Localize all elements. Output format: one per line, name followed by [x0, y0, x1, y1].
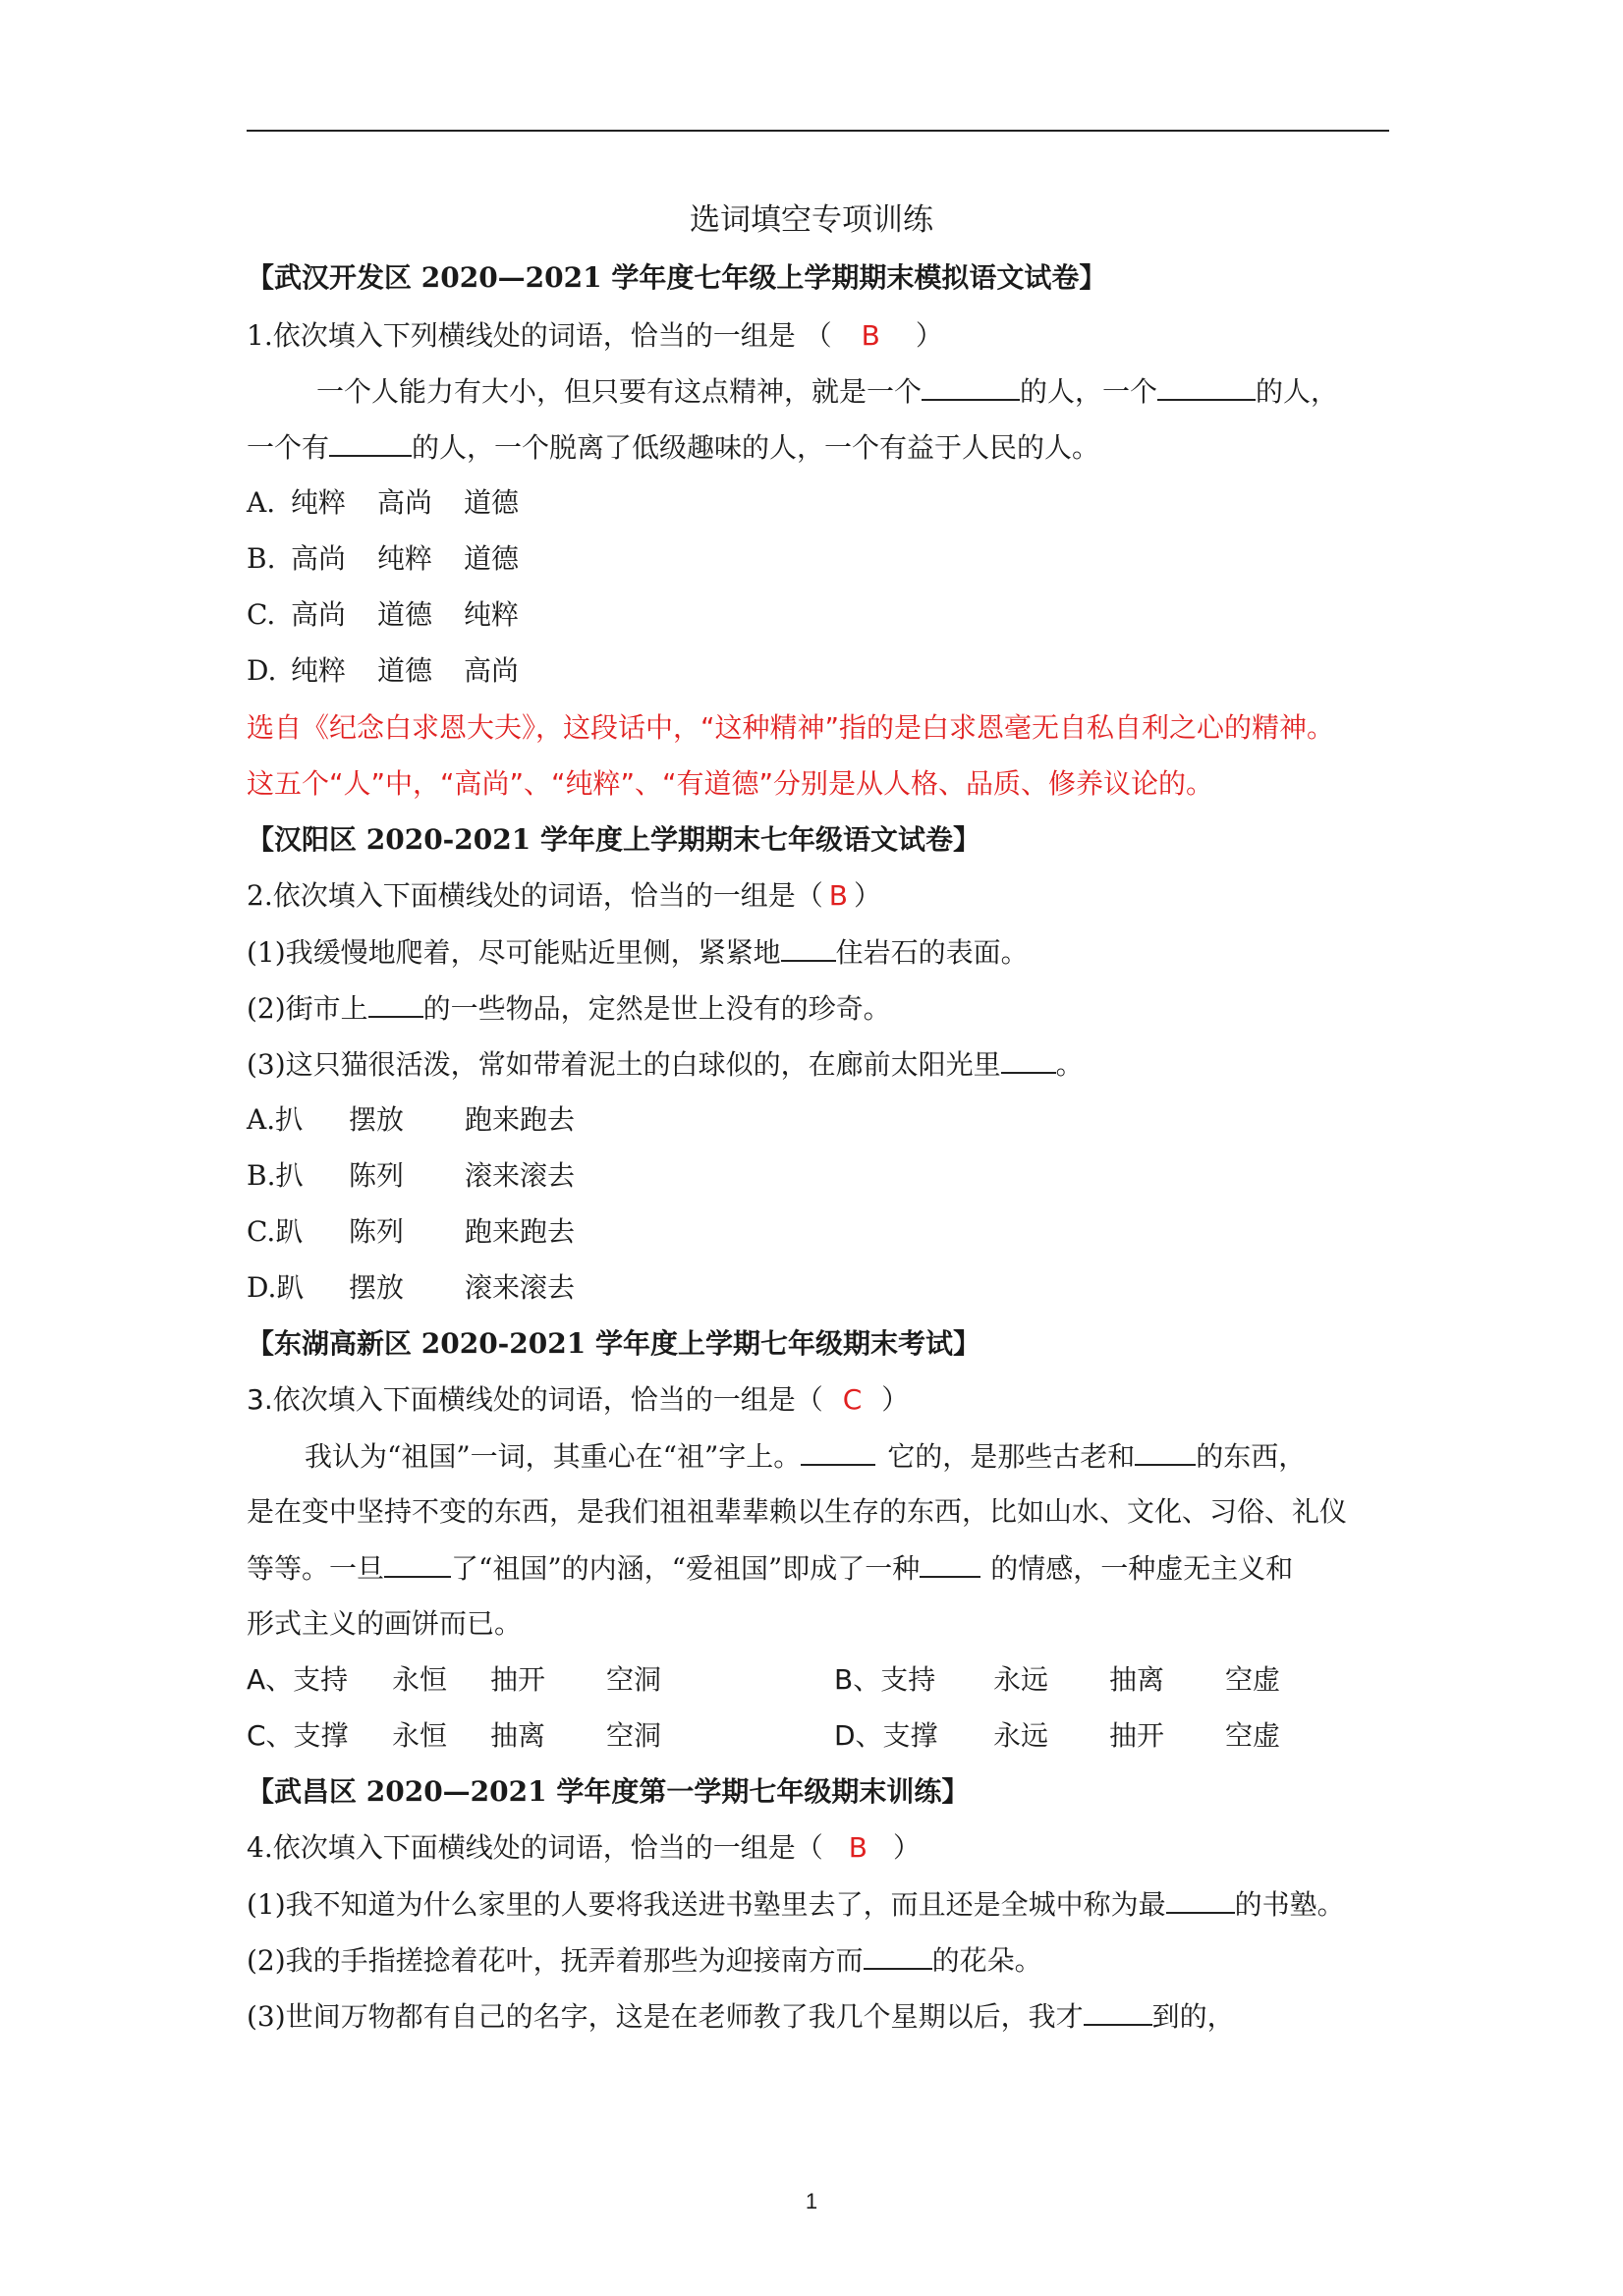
q1-stem: 1.依次填入下列横线处的词语，恰当的一组是 （ B ） [247, 319, 943, 352]
q4-sentence-2: (2)我的手指搓捻着花叶，抚弄着那些为迎接南方而 的花朵。 [247, 1940, 1042, 1981]
q2-option-c: C.趴 陈列 跑来跑去 [247, 1215, 576, 1248]
q4-stem: 4.依次填入下面横线处的词语，恰当的一组是（ B ） [247, 1831, 921, 1864]
q1-answer: B [861, 319, 880, 352]
q1-option-a: A. 纯粹 高尚 道德 [247, 486, 520, 519]
q1-explanation-1: 选自《纪念白求恩大夫》，这段话中，“这种精神”指的是白求恩毫无自私自利之心的精神。 [247, 711, 1335, 744]
q2-option-d: D.趴 摆放 滚来滚去 [247, 1271, 576, 1304]
q2-sentence-1: (1)我缓慢地爬着，尽可能贴近里侧，紧紧地 住岩石的表面。 [247, 932, 1029, 973]
q2-sentence-3: (3)这只猫很活泼，常如带着泥土的白球似的，在廊前太阳光里 。 [247, 1044, 1084, 1085]
q3-options-row-1: A、支持 永恒 抽开 空洞 B、支持 永远 抽离 空虚 [247, 1663, 1281, 1696]
q2-source: 【汉阳区 2020-2021 学年度上学期期末七年级语文试卷】 [247, 823, 980, 856]
q1-passage-line2: 一个有 的人，一个脱离了低级趣味的人，一个有益于人民的人。 [247, 427, 1099, 468]
q3-stem: 3.依次填入下面横线处的词语，恰当的一组是（ C ） [247, 1383, 910, 1416]
header-rule [247, 130, 1389, 132]
q1-explanation-2: 这五个“人”中，“高尚”、“纯粹”、“有道德”分别是从人格、品质、修养议论的。 [247, 767, 1214, 800]
q3-passage-line3: 等等。一旦 了“祖国”的内涵，“爱祖国”即成了一种 的情感，一种虚无主义和 [247, 1548, 1293, 1589]
q2-sentence-2: (2)街市上 的一些物品，定然是世上没有的珍奇。 [247, 988, 891, 1029]
q1-option-c: C. 高尚 道德 纯粹 [247, 598, 520, 631]
q4-sentence-1: (1)我不知道为什么家里的人要将我送进书塾里去了，而且还是全城中称为最 的书塾。 [247, 1884, 1345, 1925]
q1-option-b: B. 高尚 纯粹 道德 [247, 542, 520, 575]
q2-option-a: A.扒 摆放 跑来跑去 [247, 1103, 576, 1136]
q1-source: 【武汉开发区 2020—2021 学年度七年级上学期期末模拟语文试卷】 [247, 261, 1107, 294]
q1-passage-line1: 一个人能力有大小，但只要有这点精神，就是一个 的人，一个 的人， [316, 371, 1338, 412]
q3-options-row-2: C、支撑 永恒 抽离 空洞 D、支撑 永远 抽开 空虚 [247, 1719, 1281, 1752]
q3-passage-line4: 形式主义的画饼而已。 [247, 1607, 523, 1640]
q1-blank-2 [1157, 371, 1256, 401]
q3-source: 【东湖高新区 2020-2021 学年度上学期七年级期末考试】 [247, 1327, 980, 1360]
q2-option-b: B.扒 陈列 滚来滚去 [247, 1159, 576, 1192]
q2-stem: 2.依次填入下面横线处的词语，恰当的一组是（ B ） [247, 879, 881, 912]
q1-blank-3 [329, 427, 412, 457]
q2-answer: B [828, 879, 848, 912]
q3-passage-line1: 我认为“祖国”一词，其重心在“祖”字上。 它的，是那些古老和 的东西， [305, 1436, 1306, 1477]
q1-blank-1 [922, 371, 1020, 401]
q4-source: 【武昌区 2020—2021 学年度第一学期七年级期末训练】 [247, 1775, 970, 1808]
q1-option-d: D. 纯粹 道德 高尚 [247, 654, 520, 687]
q3-answer: C [842, 1383, 863, 1416]
page-number: 1 [805, 2189, 818, 2213]
page-title: 选词填空专项训练 [690, 202, 933, 238]
q4-answer: B [848, 1831, 867, 1864]
q4-sentence-3: (3)世间万物都有自己的名字，这是在老师教了我几个星期以后，我才 到的， [247, 1996, 1235, 2037]
q3-passage-line2: 是在变中坚持不变的东西，是我们祖祖辈辈赖以生存的东西，比如山水、文化、习俗、礼仪 [247, 1495, 1348, 1528]
